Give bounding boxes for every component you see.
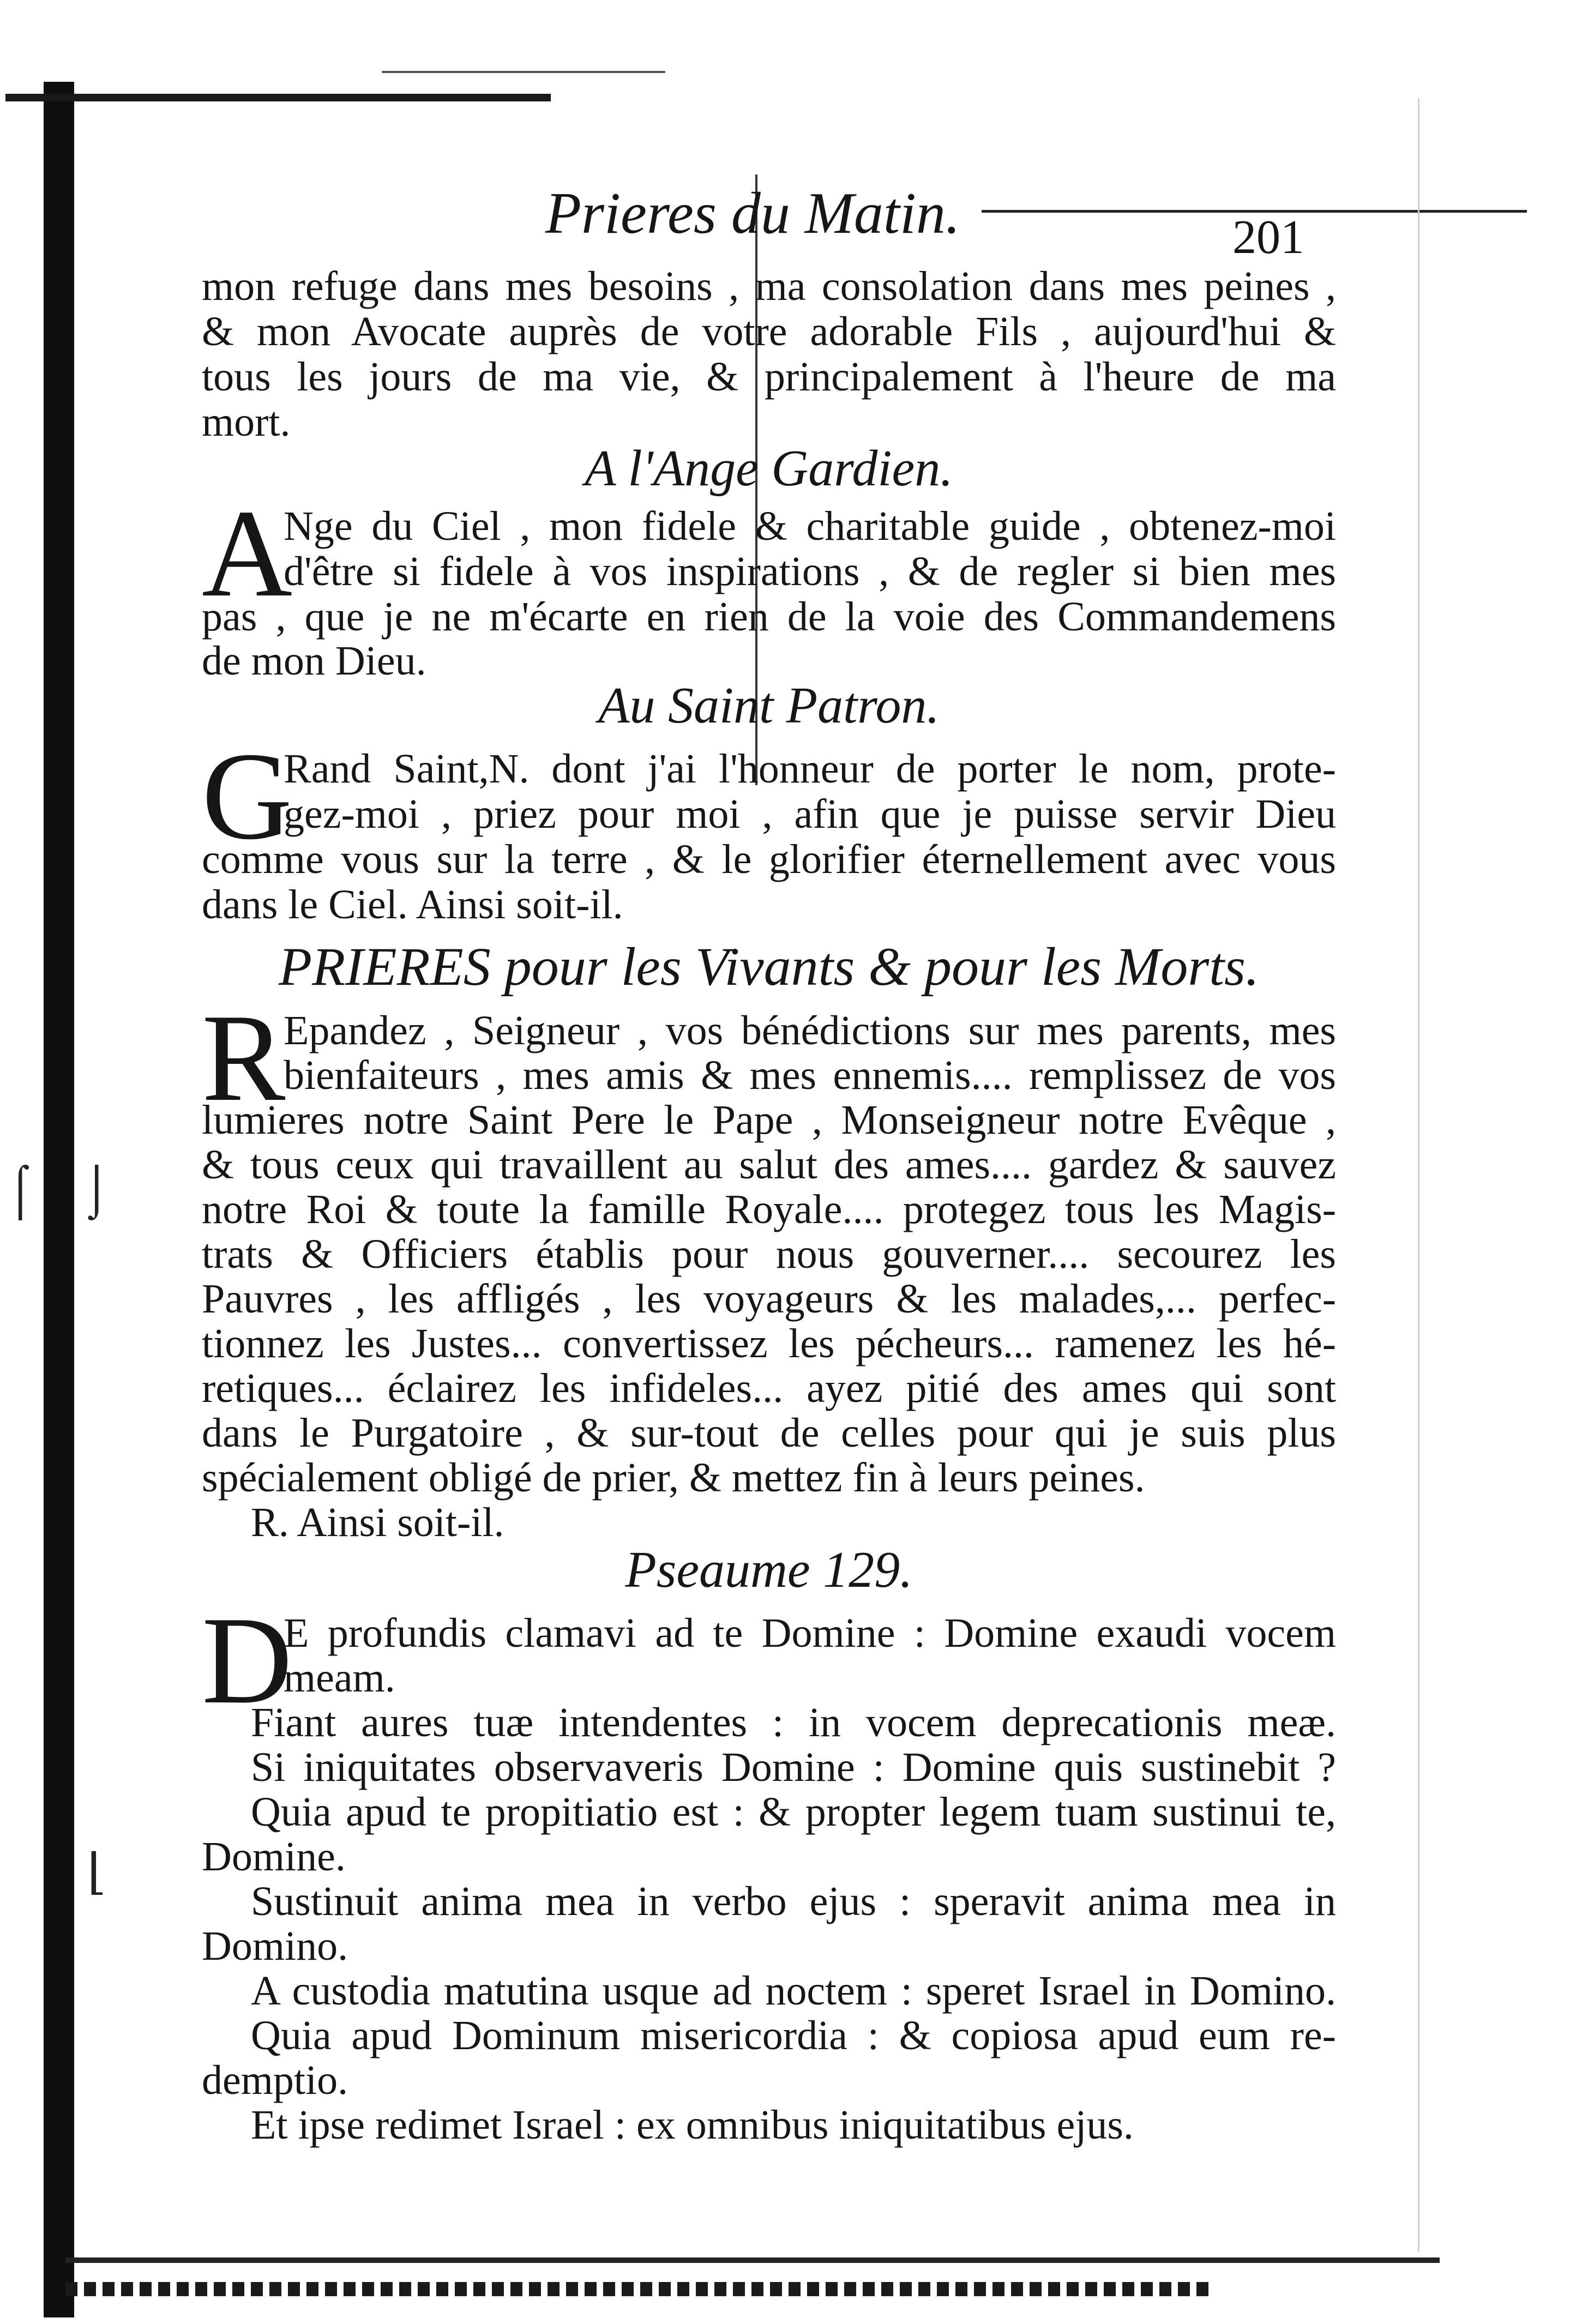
text-line: Nge du Ciel , mon fidele & charitable guide , obtenez-moi <box>284 503 1336 549</box>
text-line: bienfaiteurs , mes amis & mes ennemis.... remplissez de vos <box>284 1052 1336 1098</box>
top-edge-rule-faint <box>382 71 665 73</box>
text-line: dans le Purgatoire , & sur-tout de celles pour qui je suis plus <box>202 1410 1336 1456</box>
text-line: gez-moi , priez pour moi , afin que je puisse servir Dieu <box>284 791 1336 837</box>
psalm-verse: Quia apud te propitiatio est : & propter legem tuam sustinui te, <box>251 1789 1336 1835</box>
text-line: de mon Dieu. <box>202 638 426 684</box>
text-line: Epandez , Seigneur , vos bénédictions sur mes parents, mes <box>284 1008 1336 1053</box>
psalm-verse: Si iniquitates observaveris Domine : Domine quis sustinebit ? <box>251 1744 1336 1790</box>
psalm-verse: Quia apud Dominum misericordia : & copiosa apud eum re- <box>251 2013 1336 2058</box>
text-line: tionnez les Justes... convertissez les pécheurs... ramenez les hé- <box>202 1321 1336 1366</box>
text-line: retiques... éclairez les infideles... ayez pitié des ames qui sont <box>202 1365 1336 1411</box>
bottom-edge-texture <box>65 2282 1211 2296</box>
page-number: 201 <box>1232 211 1304 264</box>
top-edge-rule <box>5 94 551 101</box>
section-heading-vivants: PRIERES pour les Vivants & pour les Morts. <box>279 936 1259 997</box>
text-line: mon refuge dans mes besoins , ma consolation dans mes peines , <box>202 263 1336 309</box>
psalm-verse: Sustinuit anima mea in verbo ejus : speravit anima mea in <box>251 1879 1336 1924</box>
text-line: Rand Saint,N. dont j'ai l'honneur de porter le nom, prote- <box>284 746 1336 792</box>
margin-mark-left-3: ⌊ <box>87 1845 107 1899</box>
psalm-verse-continuation: Domino. <box>202 1923 348 1969</box>
text-line: Pauvres , les affligés , les voyageurs & les malades,... perfec- <box>202 1276 1336 1322</box>
drop-cap: A <box>202 484 293 623</box>
text-line: trats & Officiers établis pour nous gouverner.... secourez les <box>202 1231 1336 1277</box>
text-line: meam. <box>284 1655 395 1701</box>
psalm-verse-continuation: demptio. <box>202 2057 348 2103</box>
text-line: notre Roi & toute la famille Royale.... protegez tous les Magis- <box>202 1187 1336 1232</box>
text-line: mort. <box>202 399 291 445</box>
drop-cap: D <box>202 1591 293 1730</box>
margin-mark-left-2: ⌡ <box>82 1163 112 1217</box>
psalm-verse: Fiant aures tuæ intendentes : in vocem deprecationis meæ. <box>251 1700 1336 1745</box>
text-line: pas , que je ne m'écarte en rien de la voie des Commandemens <box>202 594 1336 640</box>
section-heading-psalm: Pseaume 129. <box>625 1542 913 1598</box>
text-line: dans le Ciel. Ainsi soit-il. <box>202 882 623 928</box>
right-margin-crease <box>1418 98 1419 2252</box>
text-line: tous les jours de ma vie, & principalement à l'heure de ma <box>202 354 1336 400</box>
running-head: Prieres du Matin. <box>545 181 960 246</box>
margin-mark-left-1: ⌠ <box>5 1163 35 1217</box>
psalm-verse: Et ipse redimet Israel : ex omnibus iniquitatibus ejus. <box>251 2102 1134 2148</box>
binding-edge <box>44 82 74 2317</box>
text-line: d'être si fidele à vos inspirations , & de regler si bien mes <box>284 549 1336 594</box>
section-heading-patron: Au Saint Patron. <box>598 677 940 734</box>
drop-cap: R <box>202 988 286 1127</box>
text-line: E profundis clamavi ad te Domine : Domine exaudi vocem <box>284 1610 1336 1656</box>
text-line: & tous ceux qui travaillent au salut des ames.... gardez & sauvez <box>202 1142 1336 1188</box>
text-line: & mon Avocate auprès de votre adorable Fils , aujourd'hui & <box>202 309 1336 354</box>
section-heading-ange: A l'Ange Gardien. <box>585 440 953 497</box>
psalm-verse: A custodia matutina usque ad noctem : speret Israel in Domino. <box>251 1968 1336 2014</box>
text-line: lumieres notre Saint Pere le Pape , Monseigneur notre Evêque , <box>202 1097 1336 1143</box>
bottom-edge-rule <box>65 2257 1440 2263</box>
text-line: comme vous sur la terre , & le glorifier éternellement avec vous <box>202 836 1336 882</box>
drop-cap: G <box>202 726 293 865</box>
response-line: R. Ainsi soit-il. <box>251 1500 504 1545</box>
text-line: spécialement obligé de prier, & mettez fin à leurs peines. <box>202 1455 1145 1501</box>
psalm-verse-continuation: Domine. <box>202 1834 346 1880</box>
